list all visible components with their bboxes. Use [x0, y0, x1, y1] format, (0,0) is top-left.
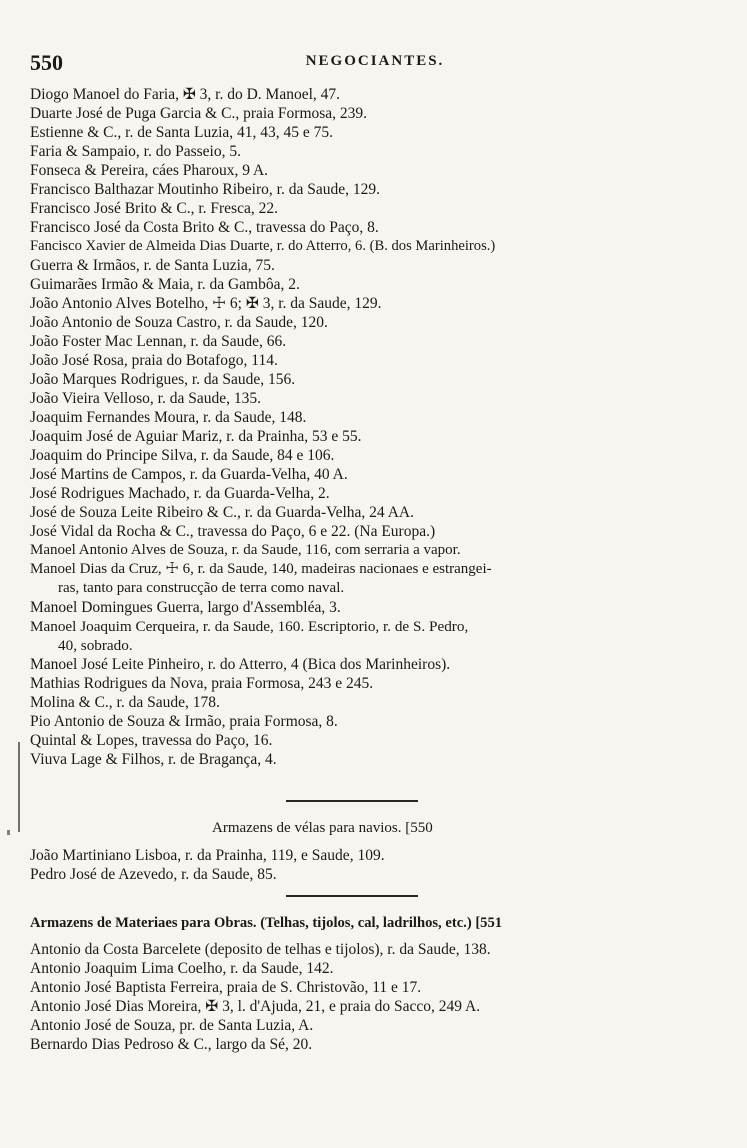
- list-item: Joaquim José de Aguiar Mariz, r. da Prainha, 53 e 55.: [30, 428, 362, 445]
- list-item: Francisco José da Costa Brito & C., travessa do Paço, 8.: [30, 219, 379, 236]
- list-item: João Vieira Velloso, r. da Saude, 135.: [30, 390, 261, 407]
- list-item: Quintal & Lopes, travessa do Paço, 16.: [30, 732, 273, 749]
- list-item: Joaquim do Principe Silva, r. da Saude, 84 e 106.: [30, 447, 335, 464]
- section-title-velas: Armazens de vélas para navios. [550: [212, 820, 433, 836]
- main-entry-list: [30, 85, 730, 769]
- section-divider: [286, 800, 418, 802]
- list-item: Molina & C., r. da Saude, 178.: [30, 694, 220, 711]
- list-item: Antonio José Baptista Ferreira, praia de S. Christovão, 11 e 17.: [30, 979, 422, 996]
- section-velas-list: [30, 846, 730, 884]
- page-number: 550: [30, 50, 63, 75]
- list-item: Manoel Antonio Alves de Souza, r. da Saude, 116, com serraria a vapor.: [30, 542, 461, 558]
- list-item: Faria & Sampaio, r. do Passeio, 5.: [30, 143, 241, 160]
- list-item: Mathias Rodrigues da Nova, praia Formosa, 243 e 245.: [30, 675, 374, 692]
- list-item: Antonio José de Souza, pr. de Santa Luzia, A.: [30, 1017, 314, 1034]
- list-item: Francisco José Brito & C., r. Fresca, 22.: [30, 200, 278, 217]
- entry-continuation: ras, tanto para construcção de terra como naval.: [58, 580, 345, 596]
- list-item-wrapped: [30, 617, 730, 655]
- list-item: João José Rosa, praia do Botafogo, 114.: [30, 352, 278, 369]
- list-item: Fonseca & Pereira, cáes Pharoux, 9 A.: [30, 162, 269, 179]
- list-item: João Marques Rodrigues, r. da Saude, 156.: [30, 371, 296, 388]
- list-item: Estienne & C., r. de Santa Luzia, 41, 43, 45 e 75.: [30, 124, 334, 141]
- list-item: Pedro José de Azevedo, r. da Saude, 85.: [30, 866, 277, 883]
- list-item: Antonio Joaquim Lima Coelho, r. da Saude, 142.: [30, 960, 334, 977]
- list-item: Bernardo Dias Pedroso & C., largo da Sé, 20.: [30, 1036, 313, 1053]
- list-item: Manoel José Leite Pinheiro, r. do Atterro, 4 (Bica dos Marinheiros).: [30, 656, 451, 673]
- list-item-wrapped: [30, 560, 730, 598]
- list-item: Guerra & Irmãos, r. de Santa Luzia, 75.: [30, 257, 275, 274]
- list-item: Duarte José de Puga Garcia & C., praia Formosa, 239.: [30, 105, 368, 122]
- list-item: João Martiniano Lisboa, r. da Prainha, 119, e Saude, 109.: [30, 847, 385, 864]
- list-item: Pio Antonio de Souza & Irmão, praia Formosa, 8.: [30, 713, 338, 730]
- list-item: João Antonio Alves Botelho, ☩ 6; ✠ 3, r. da Saude, 129.: [30, 295, 382, 312]
- edge-dot: [7, 830, 10, 835]
- list-item: João Foster Mac Lennan, r. da Saude, 66.: [30, 333, 287, 350]
- list-item: Francisco Balthazar Moutinho Ribeiro, r. da Saude, 129.: [30, 181, 380, 198]
- section-materiaes-list: [30, 940, 730, 1054]
- list-item: Joaquim Fernandes Moura, r. da Saude, 148.: [30, 409, 307, 426]
- list-item: Antonio da Costa Barcelete (deposito de telhas e tijolos), r. da Saude, 138.: [30, 941, 491, 958]
- list-item: José Rodrigues Machado, r. da Guarda-Velha, 2.: [30, 485, 330, 502]
- list-item: Guimarães Irmão & Maia, r. da Gambôa, 2.: [30, 276, 300, 293]
- section-divider: [286, 895, 418, 897]
- binding-edge-mark: [0, 742, 20, 832]
- list-item: José de Souza Leite Ribeiro & C., r. da Guarda-Velha, 24 AA.: [30, 504, 414, 521]
- page-header: [30, 50, 720, 74]
- entry-continuation: 40, sobrado.: [58, 637, 133, 654]
- entry-first-line: Manoel Joaquim Cerqueira, r. da Saude, 160. Escriptorio, r. de S. Pedro,: [30, 618, 469, 635]
- list-item: José Martins de Campos, r. da Guarda-Velha, 40 A.: [30, 466, 348, 483]
- entry-first-line: Manoel Dias da Cruz, ☩ 6, r. da Saude, 140, madeiras nacionaes e estrangei-: [30, 561, 492, 577]
- list-item: Fancisco Xavier de Almeida Dias Duarte, r. do Atterro, 6. (B. dos Marinheiros.): [30, 238, 496, 254]
- list-item: Viuva Lage & Filhos, r. de Bragança, 4.: [30, 751, 277, 768]
- list-item: José Vidal da Rocha & C., travessa do Paço, 6 e 22. (Na Europa.): [30, 523, 436, 540]
- running-head: NEGOCIANTES.: [305, 53, 445, 69]
- list-item: Diogo Manoel do Faria, ✠ 3, r. do D. Manoel, 47.: [30, 86, 341, 103]
- list-item: Antonio José Dias Moreira, ✠ 3, l. d'Ajuda, 21, e praia do Sacco, 249 A.: [30, 998, 481, 1015]
- list-item: Manoel Domingues Guerra, largo d'Assembléa, 3.: [30, 599, 341, 616]
- section-title-materiaes: Armazens de Materiaes para Obras. (Telhas, tijolos, cal, ladrilhos, etc.) [551: [30, 915, 503, 931]
- list-item: João Antonio de Souza Castro, r. da Saude, 120.: [30, 314, 328, 331]
